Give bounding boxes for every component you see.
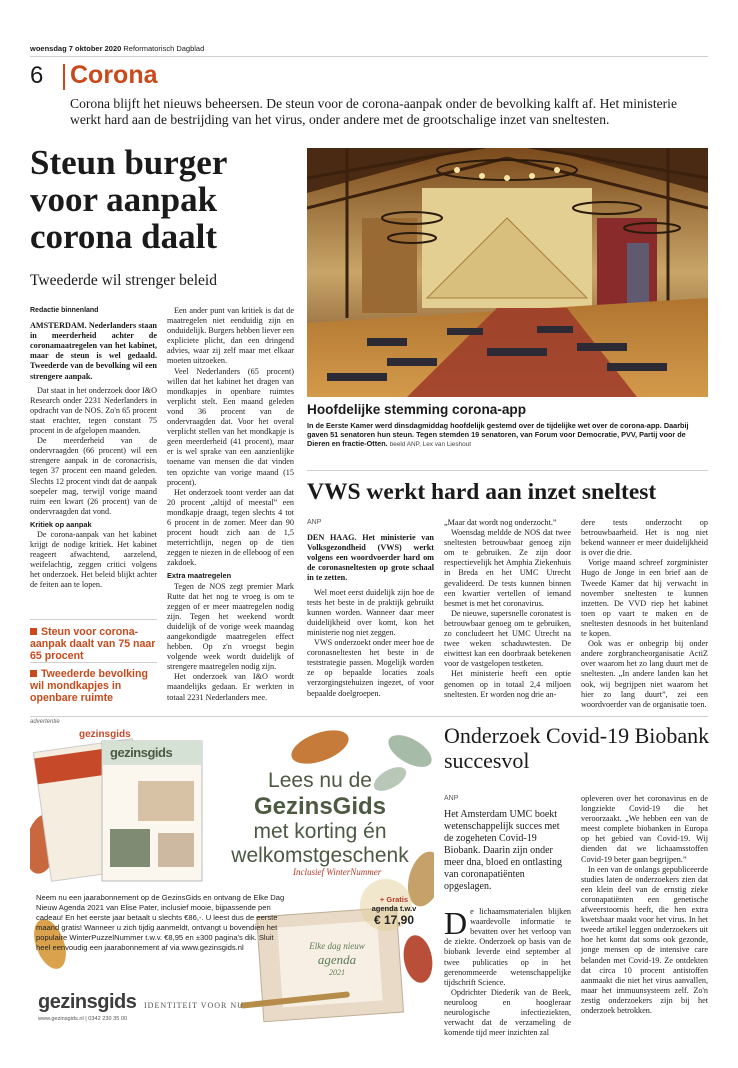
vws-lead: DEN HAAG. Het ministerie van Volksgezondheid (VWS) werkt volgens een woordvoerder hard om de coronasneltesten op grote schaal in te zetten.	[307, 533, 434, 583]
ad-agenda-cover	[292, 941, 382, 978]
ad-logo: gezinsgids	[38, 991, 137, 1013]
main-paragraph: Dat staat in het onderzoek door I&O Research onder 2231 Nederlanders in opdracht van de NOS. Zo'n 65 procent staat erachter, tegen constant 75 procent in de afgelopen maanden.	[30, 385, 157, 436]
main-article-column-2	[167, 306, 294, 703]
main-byline: Redactie binnenland	[30, 307, 99, 314]
main-headline: Steun burger voor aanpak corona daalt	[30, 143, 227, 256]
senate-hall-photo	[307, 148, 708, 397]
vws-column-3	[581, 518, 708, 710]
vws-column-1	[307, 518, 434, 699]
vws-headline: VWS werkt hard aan inzet sneltest	[307, 479, 657, 505]
main-paragraph: Het onderzoek toont verder aan dat 20 procent „altijd of meestal” een mondkapje draagt, tegen slechts 4 tot 6 procent in de zomer. Meer dan 90 procent houdt zich aan de 1,5 meterrichtlijn, negen op de tien zeggen te niezen in de elleboog of een zakdoek.	[167, 487, 294, 568]
biobank-paragraph: e lichaamsmaterialen blijken waardevolle informatie te bevatten over het verloop van de ziekte. Onderzoek op basis van de biobank leverde eind september al twee publicaties op in het gerenommeerde wetenschappelijke tijdschrift Science.	[444, 907, 571, 987]
biobank-paragraph: opleveren over het coronavirus en de longziekte Covid-19 die het veroorzaakt. „We hebben een van de meest complete biobanken in Europa op het gebied van Covid-19. Wij dienden dat we lichaamsstoffen Covid-19 beter gaan begrijpen.”	[581, 794, 708, 864]
pull-quote-text: Tweederde bevolking wil mondkapjes in openbare ruimte	[30, 668, 148, 704]
section-title: Corona	[70, 61, 158, 89]
ad-badge-line: + Gratis	[379, 895, 409, 904]
ad-headline-line: met korting én	[253, 820, 387, 843]
masthead-date: woensdag 7 oktober 2020	[30, 44, 122, 53]
biobank-column-1	[444, 794, 571, 1038]
main-lead: AMSTERDAM. Nederlanders staan in meerderheid achter de coronamaatregelen van het kabinet, maar de steun is wel gedaald. Tweederde van de bevolking wil een strengere aanpak.	[30, 321, 157, 381]
ad-label: advertentie	[30, 719, 60, 725]
pull-quote-text: Steun voor corona-aanpak daalt van 75 naar 65 procent	[30, 626, 156, 662]
vws-paragraph: „Maar dat wordt nog onderzocht.”	[444, 518, 557, 527]
photo-credit: beeld ANP, Lex van Lieshout	[389, 441, 471, 449]
main-paragraph: Een ander punt van kritiek is dat de maatregelen niet eenduidig zijn en onduidelijk. Burgers hebben liever een expliciete plicht, dan een dringend advies, waar zij zelf maar met elkaar moeten uitzoeken.	[167, 306, 294, 366]
vws-paragraph: Ook was er onbegrip bij onder andere zorgbrancheorganisatie ActiZ over waarom het zo lang duurt met de sneltesten. „In andere landen kan het ook, wij begrijpen niet waarom het hier zo lang duurt”, zei een woordvoerder van de organisatie toen.	[581, 639, 708, 709]
pull-divider	[30, 662, 157, 663]
vws-paragraph: Het ministerie heeft een optie genomen op in totaal 2,4 miljoen sneltesten. Er worden nog drie an-	[444, 669, 571, 699]
vws-paragraph: VWS onderzoekt onder meer hoe de coronasneltesten het beste in de teststrategie passen. Mogelijk worden ze op bepaalde locaties zoals verzorgingstehuizen ingezet, of voor bepaalde doelgroepen.	[307, 638, 434, 698]
ad-agenda-year: 2021	[329, 968, 345, 977]
section-divider	[63, 64, 65, 90]
ad-agenda-word: agenda	[317, 952, 357, 967]
main-subheadline: Tweederde wil strenger beleid	[30, 272, 217, 289]
main-paragraph: Veel Nederlanders (65 procent) willen dat het kabinet het dragen van mondkapjes in openbare ruimtes verplicht stelt. Een maand geleden vond 36 procent van de ondervraagden dat. Voor het overal verplicht stellen van het mondkapje is geen meerderheid (41 procent), maar er is wel sprake van een aanzienlijke toename van mensen die dat vinden ten opzichte van vorige maand (15 procent).	[167, 366, 294, 487]
photo-caption	[307, 421, 708, 450]
square-bullet-icon	[30, 670, 37, 677]
ad-body-text: Neem nu een jaarabonnement op de GezinsGids en ontvang de Elke Dag Nieuw Agenda 2021 van Elise Pater, inclusief mooie, bijpassende pen cadeau! En het eerste jaar betaalt u slechts €86,-. U leest dus de eerste maand gratis! Wanneer u zich tijdig aanmeldt, ontvangt u bovendien het populaire WinterPuzzelNummer t.w.v. €8,95 en ±300 pagina's dik. Sluit heel eenvoudig een jaarabonnement af via www.gezinsgids.nl	[36, 893, 285, 952]
pull-quote-1	[30, 626, 160, 662]
biobank-lead: Het Amsterdam UMC boekt wetenschappelijk succes met de zogeheten Covid-19 Biobank. Daarin zijn onder meer dna, bloed en ontlasting van coronapatiënten opgeslagen.	[444, 809, 563, 893]
gezinsgids-advertisement[interactable]	[30, 729, 434, 1029]
ad-magazine-back-title: gezinsgids	[79, 729, 131, 740]
pull-quote-2	[30, 668, 160, 704]
page-number: 6	[30, 62, 44, 89]
main-subhead-kritiek: Kritiek op aanpak	[30, 519, 92, 529]
masthead	[30, 44, 204, 53]
pull-divider	[30, 619, 157, 620]
vws-paragraph: dere tests onderzocht op betrouwbaarheid. Het is nog niet bekend wanneer er meer duidelijkheid is over die drie.	[581, 518, 708, 558]
ad-headline	[210, 769, 430, 868]
vws-column-2	[444, 518, 571, 700]
masthead-paper: Reformatorisch Dagblad	[123, 44, 205, 53]
biobank-paragraph: Opdrichter Diederik van de Beek, neuroloog en hoogleraar neurologische infectieziekten, verwacht dat de verzameling de komende tijd meer inzichten zal	[444, 987, 571, 1038]
main-article-column-1	[30, 306, 157, 591]
ad-magazine-title: gezinsgids	[110, 745, 173, 760]
ad-gift-badge	[364, 895, 424, 927]
ad-tagline: IDENTITEIT VOOR NU	[144, 1001, 244, 1010]
square-bullet-icon	[30, 628, 37, 635]
ad-divider	[30, 716, 708, 717]
main-paragraph: De corona-aanpak van het kabinet krijgt de nodige kritiek. Het kabinet reageert afwachtend, aarzelend, weifelachtig, zeggen critici volgens het onderzoek. Het beleid blijkt achter de feiten aan te lopen.	[30, 529, 157, 590]
vws-paragraph: Woensdag meldde de NOS dat twee sneltesten betrouwbaar genoeg zijn om te gebruiken. Ze zijn door respectievelijk het Amphia Ziekenhuis in Breda en het UMC Utrecht gevalideerd. De tests kunnen binnen een kwartier vertellen of iemand besmet is met het coronavirus.	[444, 528, 571, 608]
photo-caption-text: In de Eerste Kamer werd dinsdagmiddag hoofdelijk gestemd over de tijdelijke wet over de corona-app. Daarbij gaven 51 senatoren hun steun. Tegen stemden 19 senatoren, van Forum voor Democratie, PVV, Partij voor de Dieren en fractie-Otten.	[307, 421, 689, 449]
biobank-headline: Onderzoek Covid-19 Biobank succesvol	[444, 723, 710, 773]
biobank-column-2	[581, 794, 708, 1016]
ad-contact: www.gezinsgids.nl | 0342 230 35 00	[38, 1016, 128, 1022]
main-paragraph: Het onderzoek van I&O wordt maandelijks gedaan. Er werkten in totaal 2231 Nederlanders mee.	[167, 672, 294, 702]
vws-agency: ANP	[307, 519, 322, 526]
biobank-body-start	[444, 907, 571, 988]
vws-paragraph: Vorige maand schreef zorgminister Hugo de Jonge in een brief aan de Tweede Kamer dat hij verwacht in november sneltesten te kunnen inzetten. De VVD riep het kabinet toen op vaart te maken en de sneltesten desnoods in het buitenland te kopen.	[581, 558, 708, 639]
ad-winternummer: Inclusief WinterNummer	[293, 867, 382, 877]
ad-badge-line: agenda t.w.v	[371, 904, 417, 913]
ad-headline-line: welkomstgeschenk	[231, 844, 409, 867]
page-intro: Corona blijft het nieuws beheersen. De steun voor de corona-aanpak onder de bevolking kalft af. Het ministerie werkt hard aan de bestrijding van het virus, onder andere met de grootschalige inzet van sneltesten.	[70, 96, 677, 127]
vws-paragraph: De nieuwe, supersnelle coronatest is betrouwbaar genoeg om te gebruiken, zo concludeert het UMC Utrecht na twee weken schaduwtesten. De eiwittest kan een doorbraak betekenen voor de vastgelopen testketen.	[444, 608, 571, 669]
ad-badge-price: € 17,90	[373, 913, 415, 927]
main-subhead-extra: Extra maatregelen	[167, 571, 232, 581]
ad-headline-brand: GezinsGids	[253, 793, 387, 820]
ad-agenda-title: Elke dag nieuw	[309, 941, 365, 951]
ad-headline-line: Lees nu de	[268, 769, 372, 792]
biobank-agency: ANP	[444, 795, 459, 802]
main-paragraph: De meerderheid van de ondervraagden (66 procent) wil een strengere aanpak in de coronacrisis, tegen 37 procent een maand geleden. Slechts 12 procent vindt dat de aanpak soepeler mag, terwijl vorige maand ruim een kwart (26 procent) van de ondervraagden dat vond.	[30, 436, 157, 516]
main-paragraph: Tegen de NOS zegt premier Mark Rutte dat het nog te vroeg is om te zeggen of er meer maatregelen nodig zijn. Tegen het weekend wordt duidelijk of de vorige week maandag aangekondigde maatregelen effect hebben. Op z'n vroegst begin volgende week wordt duidelijk of strengere maatregelen nodig zijn.	[167, 581, 294, 672]
vws-divider	[307, 470, 708, 471]
biobank-dropcap: D	[444, 905, 468, 942]
biobank-paragraph: In een van de onlangs gepubliceerde studies laten de onderzoekers zien dat een klein deel van de ernstig zieke coronapatiënten een genetische afweerstoornis heeft, die hen extra kwetsbaar maakt voor het virus. In het tweede artikel leggen onderzoekers uit hoe het komt dat soms ook gezonde, jonge mensen op de intensive care belanden met Covid-19. Ze ontdekten dat circa 10 procent antistoffen aanmaakt die niet het virus aanvallen, maar het immuunsysteem zelf. Zo'n zestig onderzoekers zijn bij het onderzoek betrokken.	[581, 864, 708, 1015]
vws-paragraph: Wel moet eerst duidelijk zijn hoe de tests het beste in de praktijk gebruikt kunnen worden. Wanneer daar meer duidelijkheid over komt, kon het ministerie nog niet zeggen.	[307, 587, 434, 637]
masthead-divider	[30, 56, 708, 57]
photo-heading: Hoofdelijke stemming corona-app	[307, 402, 527, 417]
